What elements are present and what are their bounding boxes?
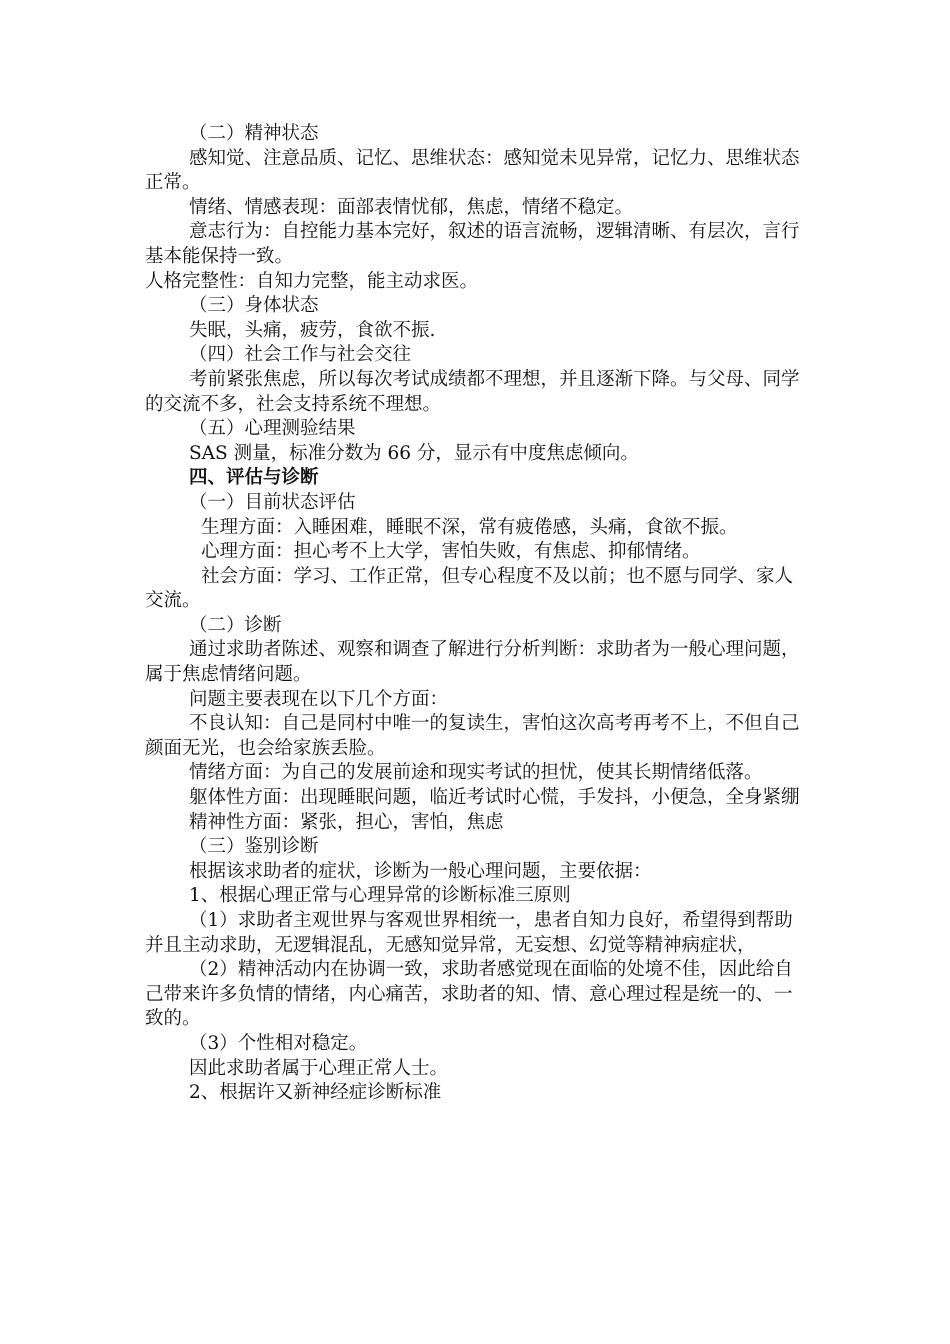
paragraph: （二）诊断: [189, 614, 282, 636]
paragraph: （二）精神状态: [189, 123, 319, 144]
paragraph: （四）社会工作与社会交往: [189, 344, 412, 366]
paragraph: 1、根据心理正常与心理异常的诊断标准三原则: [189, 885, 571, 907]
paragraph: 因此求助者属于心理正常人士。: [189, 1057, 449, 1079]
paragraph: 意志行为：自控能力基本完好，叙述的语言流畅，逻辑清晰、有层次，言行基本能保持一致。: [145, 221, 800, 267]
paragraph: 2、根据许又新神经症诊断标准: [189, 1082, 442, 1104]
paragraph: 生理方面：入睡困难，睡眠不深，常有疲倦感，头痛，食欲不振。: [201, 516, 738, 538]
section-heading: 四、评估与诊断: [189, 467, 319, 489]
paragraph: SAS 测量，标准分数为 66 分，显示有中度焦虑倾向。: [189, 442, 639, 464]
paragraph: （五）心理测验结果: [189, 418, 356, 440]
paragraph: （3）个性相对稳定。: [189, 1032, 368, 1054]
paragraph: 考前紧张焦虑，所以每次考试成绩都不理想，并且逐渐下降。与父母、同学的交流不多，社会支持系统不理想。: [145, 368, 800, 415]
paragraph: 失眠，头痛，疲劳，食欲不振.: [189, 319, 436, 341]
paragraph: （2）精神活动内在协调一致，求助者感觉现在面临的处境不佳，因此给自己带来许多负情的情绪，内心痛苦，求助者的知、情、意心理过程是统一的、一致的。: [145, 959, 793, 1030]
paragraph: 根据该求助者的症状，诊断为一般心理问题，主要依据：: [189, 860, 652, 882]
paragraph: （1）求助者主观世界与客观世界相统一，患者自知力良好，希望得到帮助并且主动求助，无逻辑混乱，无感知觉异常，无妄想、幻觉等精神病症状，: [145, 910, 793, 956]
paragraph: （三）身体状态: [189, 295, 319, 317]
paragraph: 问题主要表现在以下几个方面：: [189, 688, 449, 710]
paragraph: 人格完整性：自知力完整，能主动求医。: [145, 270, 479, 292]
document-body: [145, 122, 807, 1106]
paragraph: 感知觉、注意品质、记忆、思维状态：感知觉未见异常，记忆力、思维状态正常。: [145, 147, 800, 194]
paragraph: （一）目前状态评估: [189, 491, 356, 513]
paragraph: 心理方面：担心考不上大学，害怕失败，有焦虑、抑郁情绪。: [201, 541, 701, 563]
paragraph: 情绪方面：为自己的发展前途和现实考试的担忧，使其长期情绪低落。: [189, 762, 763, 784]
paragraph: 社会方面：学习、工作正常，但专心程度不及以前；也不愿与同学、家人交流。: [145, 565, 794, 612]
paragraph: 躯体性方面：出现睡眠问题，临近考试时心慌，手发抖，小便急，全身紧绷: [189, 787, 800, 809]
paragraph: （三）鉴别诊断: [189, 836, 319, 858]
paragraph: 不良认知：自己是同村中唯一的复读生，害怕这次高考再考不上，不但自己颜面无光，也会给家族丢脸。: [145, 713, 800, 759]
paragraph: 情绪、情感表现：面部表情忧郁，焦虑，情绪不稳定。: [189, 196, 634, 218]
paragraph: 通过求助者陈述、观察和调查了解进行分析判断：求助者为一般心理问题，属于焦虑情绪问题。: [145, 639, 800, 686]
paragraph: 精神性方面：紧张，担心，害怕，焦虑: [189, 811, 504, 833]
